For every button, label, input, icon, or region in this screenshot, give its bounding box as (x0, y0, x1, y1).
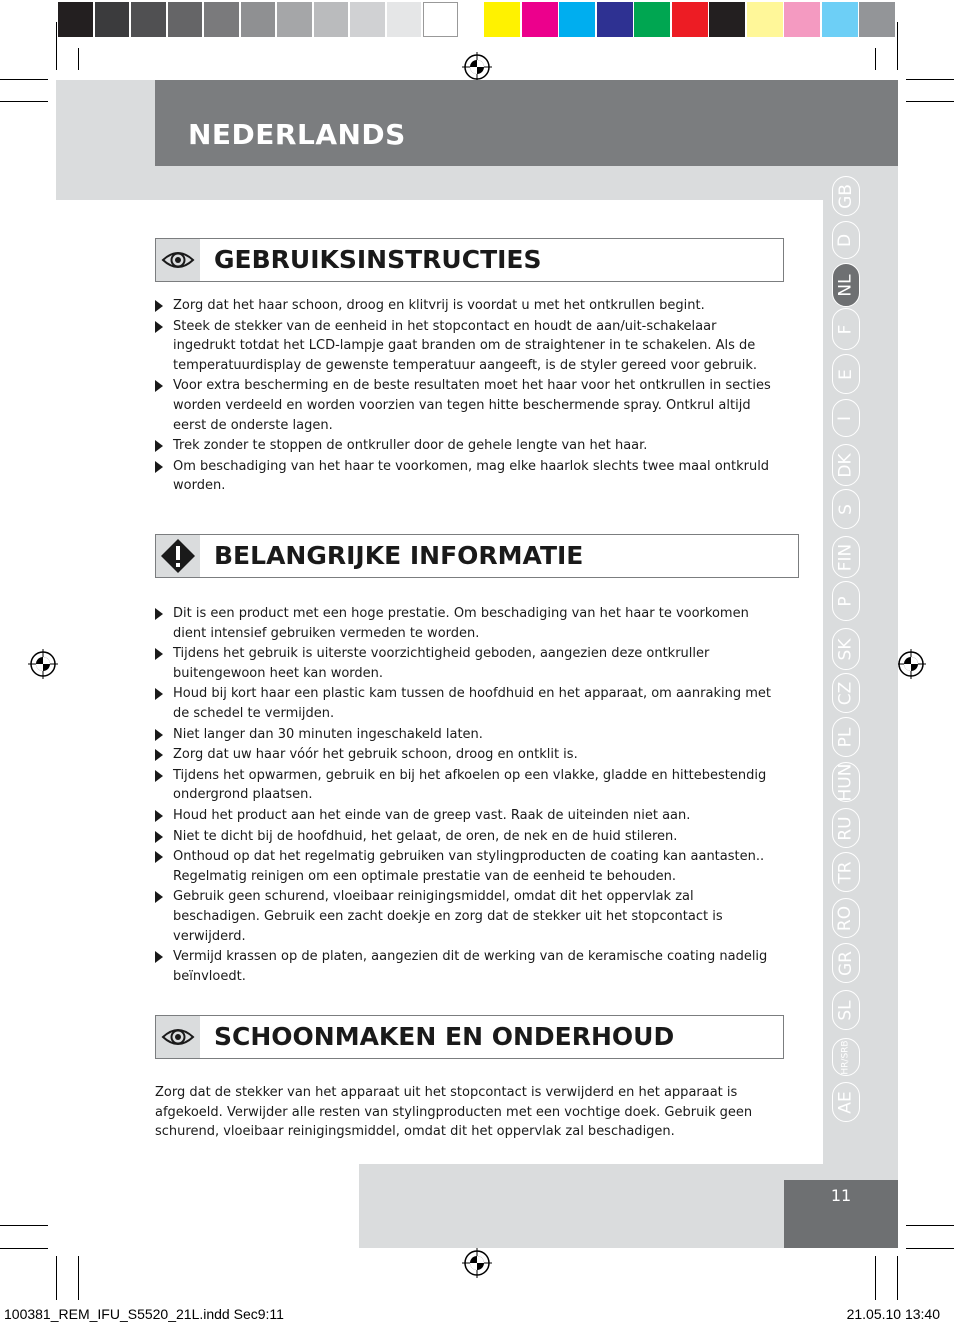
list-item-text: Houd bij kort haar een plastic kam tussen de hoofdhuid en het apparaat, om aanraking met de schedel te vermijden. (173, 686, 771, 721)
tab-label: I (835, 415, 856, 421)
list-item-text: Om beschadiging van het haar te voorkomen, mag elke haarlok slechts twee maal ontkruld worden. (173, 458, 770, 494)
list-item-text: Dit is een product met een hoge prestatie. Om beschadiging van het haar te voorkomen dient intensief gebruiken vermeden te worden. (173, 606, 749, 641)
list-item-text: Niet te dicht bij de hoofdhuid, het gelaat, de oren, de nek en de huid stileren. (173, 828, 678, 844)
tab-label: SL (835, 999, 856, 1021)
tab-e[interactable] (832, 354, 860, 394)
cleaning-paragraph: Zorg dat de stekker van het apparaat uit het stopcontact is verwijderd en het apparaat is afgekoeld. Verwijder alle resten van stylingproducten met een vochtige doek. Gebruik geen schurend, vloeibaar reinigingsmiddel, omdat dit het oppervlak zal beschadigen. (155, 1085, 753, 1140)
section-header-usage (155, 238, 784, 282)
tab-ro[interactable] (832, 898, 860, 938)
grey-swatch (131, 2, 166, 37)
tab-hr-srb[interactable] (832, 1038, 860, 1076)
list-item-text: Tijdens het opwarmen, gebruik en bij het afkoelen op een vlakke, gladde en hittebestendig ondergrond plaatsen. (173, 767, 767, 803)
list-item-text: Vermijd krassen op de platen, aangezien dit de werking van de keramische coating nadelig beïnvloedt. (173, 949, 768, 984)
tab-gr[interactable] (832, 943, 860, 983)
arrow-bullet-icon (155, 688, 163, 700)
list-item (155, 725, 780, 745)
tab-label: CZ (835, 681, 856, 705)
registration-mark-icon (462, 52, 492, 82)
list-item-text: Trek zonder te stoppen de ontkruller door de gehele lengte van het haar. (173, 438, 648, 454)
grey-swatch (58, 2, 93, 37)
tab-label: HUN (835, 763, 856, 801)
tab-sk[interactable] (832, 628, 860, 670)
color-swatch (634, 2, 670, 37)
list-item-text: Onthoud op dat het regelmatig gebruiken van stylingproducten de coating kan aantasten.. Regelmatig reinigen om een optimale prestatie van de eenheid te behouden. (173, 849, 765, 884)
tab-nl[interactable] (832, 263, 860, 307)
eye-icon (156, 239, 200, 281)
tab-fin[interactable] (832, 536, 860, 578)
arrow-bullet-icon (155, 810, 163, 822)
color-swatch (522, 2, 558, 37)
tab-label: GR (835, 950, 856, 976)
list-item (155, 806, 780, 826)
tab-p[interactable] (832, 581, 860, 621)
usage-instructions-list (155, 296, 780, 497)
tab-label: TR (835, 860, 856, 884)
warning-icon (156, 535, 200, 577)
tab-label: SK (835, 638, 856, 660)
list-item (155, 847, 780, 886)
tab-label: GB (835, 183, 856, 209)
tab-label: RU (835, 815, 856, 841)
arrow-bullet-icon (155, 831, 163, 843)
grey-swatch (314, 2, 349, 37)
arrow-bullet-icon (155, 749, 163, 761)
tab-ru[interactable] (832, 808, 860, 848)
list-item (155, 604, 780, 643)
list-item (155, 947, 780, 986)
page-number: 11 (830, 1186, 852, 1205)
footer-datetime: 21.05.10 13:40 (846, 1306, 940, 1322)
arrow-bullet-icon (155, 380, 163, 392)
list-item (155, 644, 780, 683)
list-item-text: Gebruik geen schurend, vloeibaar reinigingsmiddel, omdat dit het oppervlak zal beschadigen. Gebruik een zacht doekje en zorg dat de stekker uit het stopcontact is verwijderd. (173, 889, 723, 944)
tab-sl[interactable] (832, 990, 860, 1030)
color-swatch (672, 2, 708, 37)
grey-swatch (387, 2, 422, 37)
tab-label: P (835, 595, 856, 607)
grey-swatch (241, 2, 276, 37)
color-swatch (859, 2, 895, 37)
important-information-list (155, 604, 780, 987)
arrow-bullet-icon (155, 729, 163, 741)
tab-f[interactable] (832, 308, 860, 350)
list-item (155, 436, 780, 456)
tab-label: DK (835, 452, 856, 478)
tab-label: HR/SRB (840, 1039, 851, 1075)
list-item (155, 457, 780, 496)
color-swatch (784, 2, 820, 37)
language-tabs (823, 166, 898, 1164)
tab-label: PL (835, 727, 856, 747)
registration-mark-icon (462, 1248, 492, 1278)
list-item (155, 684, 780, 723)
list-item (155, 745, 780, 765)
registration-mark-icon (896, 649, 926, 679)
tab-label: F (835, 324, 856, 334)
list-item-text: Houd het product aan het einde van de greep vast. Raak de uiteinden niet aan. (173, 807, 691, 823)
color-swatch (484, 2, 520, 37)
arrow-bullet-icon (155, 891, 163, 903)
tab-tr[interactable] (832, 852, 860, 892)
arrow-bullet-icon (155, 770, 163, 782)
section-title: BELANGRIJKE INFORMATIE (214, 541, 584, 570)
tab-gb[interactable] (832, 176, 860, 216)
grey-swatch (168, 2, 203, 37)
tab-s[interactable] (832, 489, 860, 529)
arrow-bullet-icon (155, 608, 163, 620)
tab-label: AE (835, 1090, 856, 1114)
color-swatch (709, 2, 745, 37)
list-item-text: Niet langer dan 30 minuten ingeschakeld laten. (173, 726, 483, 742)
arrow-bullet-icon (155, 321, 163, 333)
list-item (155, 317, 780, 376)
section-header-important (155, 534, 799, 578)
list-item-text: Steek de stekker van de eenheid in het stopcontact en houdt de aan/uit-schakelaar ingedrukt totdat het LCD-lampje gaat branden om de straightener in te schakelen. Als de temperatuurdisplay de gewenste temperatuur aangeeft, is de styler gereed voor gebruik. (173, 318, 757, 373)
grey-swatch (423, 2, 458, 37)
arrow-bullet-icon (155, 461, 163, 473)
tab-cz[interactable] (832, 673, 860, 713)
tab-label: NL (835, 273, 856, 297)
grey-swatch (350, 2, 385, 37)
tab-hun[interactable] (832, 762, 860, 802)
section-title: GEBRUIKSINSTRUCTIES (214, 245, 542, 274)
tab-label: S (835, 503, 856, 515)
tab-i[interactable] (832, 399, 860, 437)
tab-ae[interactable] (832, 1082, 860, 1122)
list-item-text: Zorg dat het haar schoon, droog en klitvrij is voordat u met het ontkrullen begint. (173, 298, 705, 313)
tab-label: D (835, 233, 856, 247)
list-item (155, 887, 780, 946)
color-swatch (822, 2, 858, 37)
grey-swatch (277, 2, 312, 37)
list-item (155, 296, 780, 316)
section-header-cleaning (155, 1015, 784, 1059)
grey-swatch (95, 2, 130, 37)
tab-dk[interactable] (832, 444, 860, 486)
list-item-text: Tijdens het gebruik is uiterste voorzichtigheid geboden, aangezien deze ontkruller buitengewoon heet kan worden. (173, 646, 710, 681)
color-swatch (597, 2, 633, 37)
arrow-bullet-icon (155, 648, 163, 660)
page-number-box (784, 1180, 898, 1248)
tab-pl[interactable] (832, 717, 860, 757)
color-swatch (559, 2, 595, 37)
section-title: SCHOONMAKEN EN ONDERHOUD (214, 1022, 675, 1051)
footer-file-info: 100381_REM_IFU_S5520_21L.indd Sec9:11 (4, 1306, 284, 1322)
grey-swatch (204, 2, 239, 37)
arrow-bullet-icon (155, 851, 163, 863)
list-item-text: Voor extra bescherming en de beste resultaten moet het haar voor het ontkrullen in secties worden verdeeld en worden voorzien van tegen hitte beschermende spray. Ontkrul altijd eerst de onderste lagen. (173, 378, 771, 433)
registration-mark-icon (28, 649, 58, 679)
color-swatch (747, 2, 783, 37)
tab-label: E (835, 368, 856, 380)
eye-icon (156, 1016, 200, 1058)
list-item-text: Zorg dat uw haar vóór het gebruik schoon, droog en ontklit is. (173, 747, 578, 763)
list-item (155, 376, 780, 435)
tab-d[interactable] (832, 221, 860, 259)
arrow-bullet-icon (155, 300, 163, 312)
tab-label: RO (835, 905, 856, 931)
page-title: NEDERLANDS (188, 118, 406, 151)
list-item (155, 766, 780, 805)
tab-label: FIN (835, 543, 856, 571)
list-item (155, 827, 780, 847)
arrow-bullet-icon (155, 440, 163, 452)
arrow-bullet-icon (155, 951, 163, 963)
